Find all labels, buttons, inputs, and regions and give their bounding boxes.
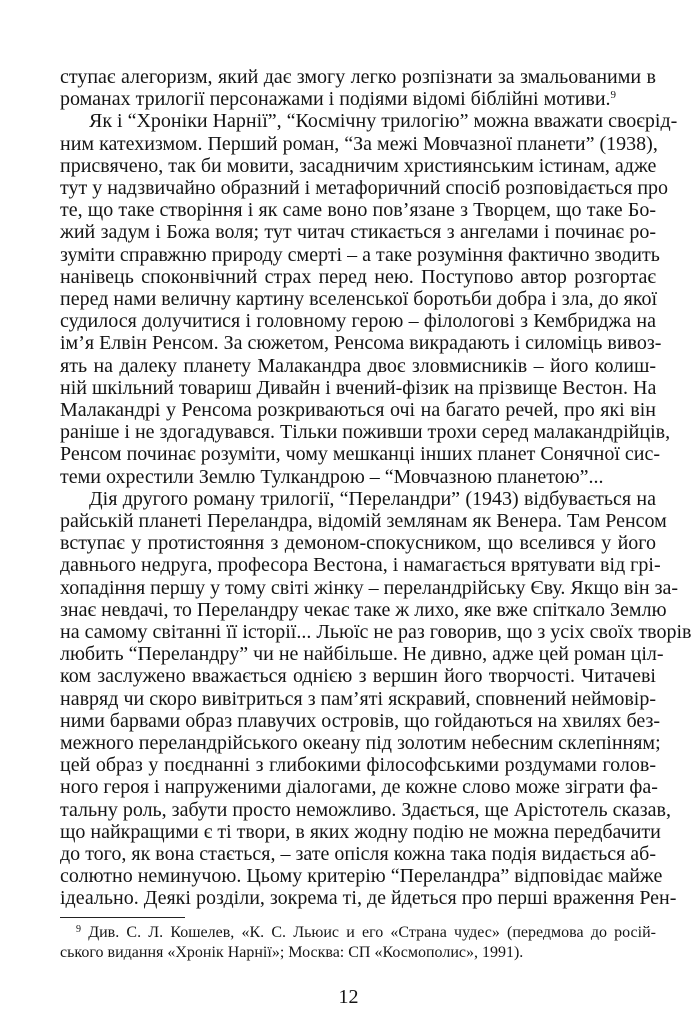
body-line: зуміти справжню природу смерті – а таке розуміння фактично зводить — [60, 243, 660, 266]
body-line: що найкращими є ті твори, в яких жодну подію не можна передбачити — [60, 820, 661, 843]
body-line: присвячено, так би мовити, засадничим християнським істинам, адже — [60, 154, 657, 177]
body-line: вступає у протистояння з демоном-спокусником, що вселився у його — [60, 532, 656, 555]
body-line: хопадіння першу у тому світі жінку – переландрійську Єву. Якщо він за- — [60, 576, 679, 599]
body-line: ять на далеку планету Малакандра двоє зловмисників – його колиш- — [60, 354, 656, 377]
body-line: цей образ у поєднанні з глибокими філософськими роздумами голов- — [60, 754, 656, 777]
body-line: тут у надзвичайно образний і метафоричний спосіб розповідається про — [60, 177, 669, 199]
body-line: солютно неминучою. Цьому критерію “Переландра” відповідає майже — [60, 865, 663, 888]
body-line: давнього недруга, професора Вестона, і намагається врятувати від грі- — [60, 554, 661, 577]
body-line: ідеально. Деякі розділи, зокрема ті, де йдеться про перші враження Рен- — [60, 887, 677, 910]
body-line: Як і “Хроніки Нарнії”, “Космічну трилогію” можна вважати своєрід- — [89, 110, 678, 133]
body-line: любить “Переландру” чи не найбільше. Не дивно, адже цей роман ціл- — [60, 643, 664, 666]
body-line: ній шкільний товариш Дивайн і вчений-фізик на прізвище Вестон. На — [60, 376, 657, 399]
body-line: ними барвами образ плавучих островів, що гойдаються на хвилях без- — [60, 709, 661, 732]
body-line: Дія другого роману трилогії, “Переландри” (1943) відбувається на — [89, 487, 656, 510]
body-line: перед нами величну картину вселенської боротьби добра і зла, до якої — [60, 288, 658, 310]
footnote-marker: 9 — [76, 924, 81, 936]
body-line: судилося долучитися і головному герою – філологові з Кембриджа на — [60, 310, 656, 333]
body-line: межного переландрійського океану під золотим небесним склепінням; — [60, 732, 661, 754]
body-line: ім’я Елвін Ренсом. За сюжетом, Ренсома викрадають і силоміць вивоз- — [60, 332, 662, 355]
body-line: Малакандрі у Ренсома розкриваються очі на багато речей, про які він — [60, 399, 656, 421]
body-line: раніше і не здогадувався. Тільки поживши трохи серед малакандрійців, — [60, 421, 671, 444]
footnote-line: $^9$ Див. С. Л. Кошелев, «К. С. Льюис и его «Страна чудес» (передмова до росій- — [76, 924, 656, 942]
page-number: 12 — [338, 986, 359, 1008]
footnote-divider — [60, 917, 185, 918]
body-line: ним катехизмом. Перший роман, “За межі Мовчазної планети” (1938), — [60, 132, 658, 155]
body-line: райській планеті Переландра, відомій землянам як Венера. Там Ренсом — [60, 510, 667, 532]
body-line: жий задум і Божа воля; тут читач стикається з ангелами і починає ро- — [60, 221, 656, 244]
body-line: нанівець споконвічний страх перед нею. Поступово автор розгортає — [60, 265, 656, 288]
body-line: тальну роль, забути просто неможливо. Здається, ще Арістотель сказав, — [60, 798, 671, 821]
body-line: ком заслужено вважається однією з вершин його творчості. Читачеві — [60, 665, 656, 688]
body-line: Ренсом починає розуміти, чому мешканці інших планет Сонячної сис- — [60, 443, 661, 466]
body-line: ного героя і напруженими діалогами, де кожне слово може зіграти фа- — [60, 776, 658, 799]
body-line: знає невдачі, то Переландру чекає таке ж лихо, яке вже спіткало Землю — [60, 598, 667, 621]
body-line: до того, як вона стається, – зате опісля кожна така подія видається аб- — [60, 843, 656, 865]
body-line: теми охрестили Землю Тулкандрою – “Мовчазною планетою”... — [60, 465, 604, 488]
body-line: на самому світанні її історії... Льюїс не раз говорив, що з усіх своїх творів — [60, 621, 692, 643]
body-line: романах трилогії персонажами і подіями відомі біблійні мотиви.$^9$ — [60, 88, 617, 111]
body-line: навряд чи скоро вивітриться з пам’яті яскравий, сповнений неймовір- — [60, 687, 656, 710]
footnote-ref: 9 — [610, 89, 617, 102]
footnote-line: ського видання «Хронік Нарнії»; Москва: СП «Космополис», 1991). — [60, 944, 524, 962]
body-line: ступає алегоризм, який дає змогу легко розпізнати за змальованими в — [60, 66, 656, 88]
body-line: те, що таке створіння і як саме воно пов’язане з Творцем, що таке Бо- — [60, 199, 656, 222]
